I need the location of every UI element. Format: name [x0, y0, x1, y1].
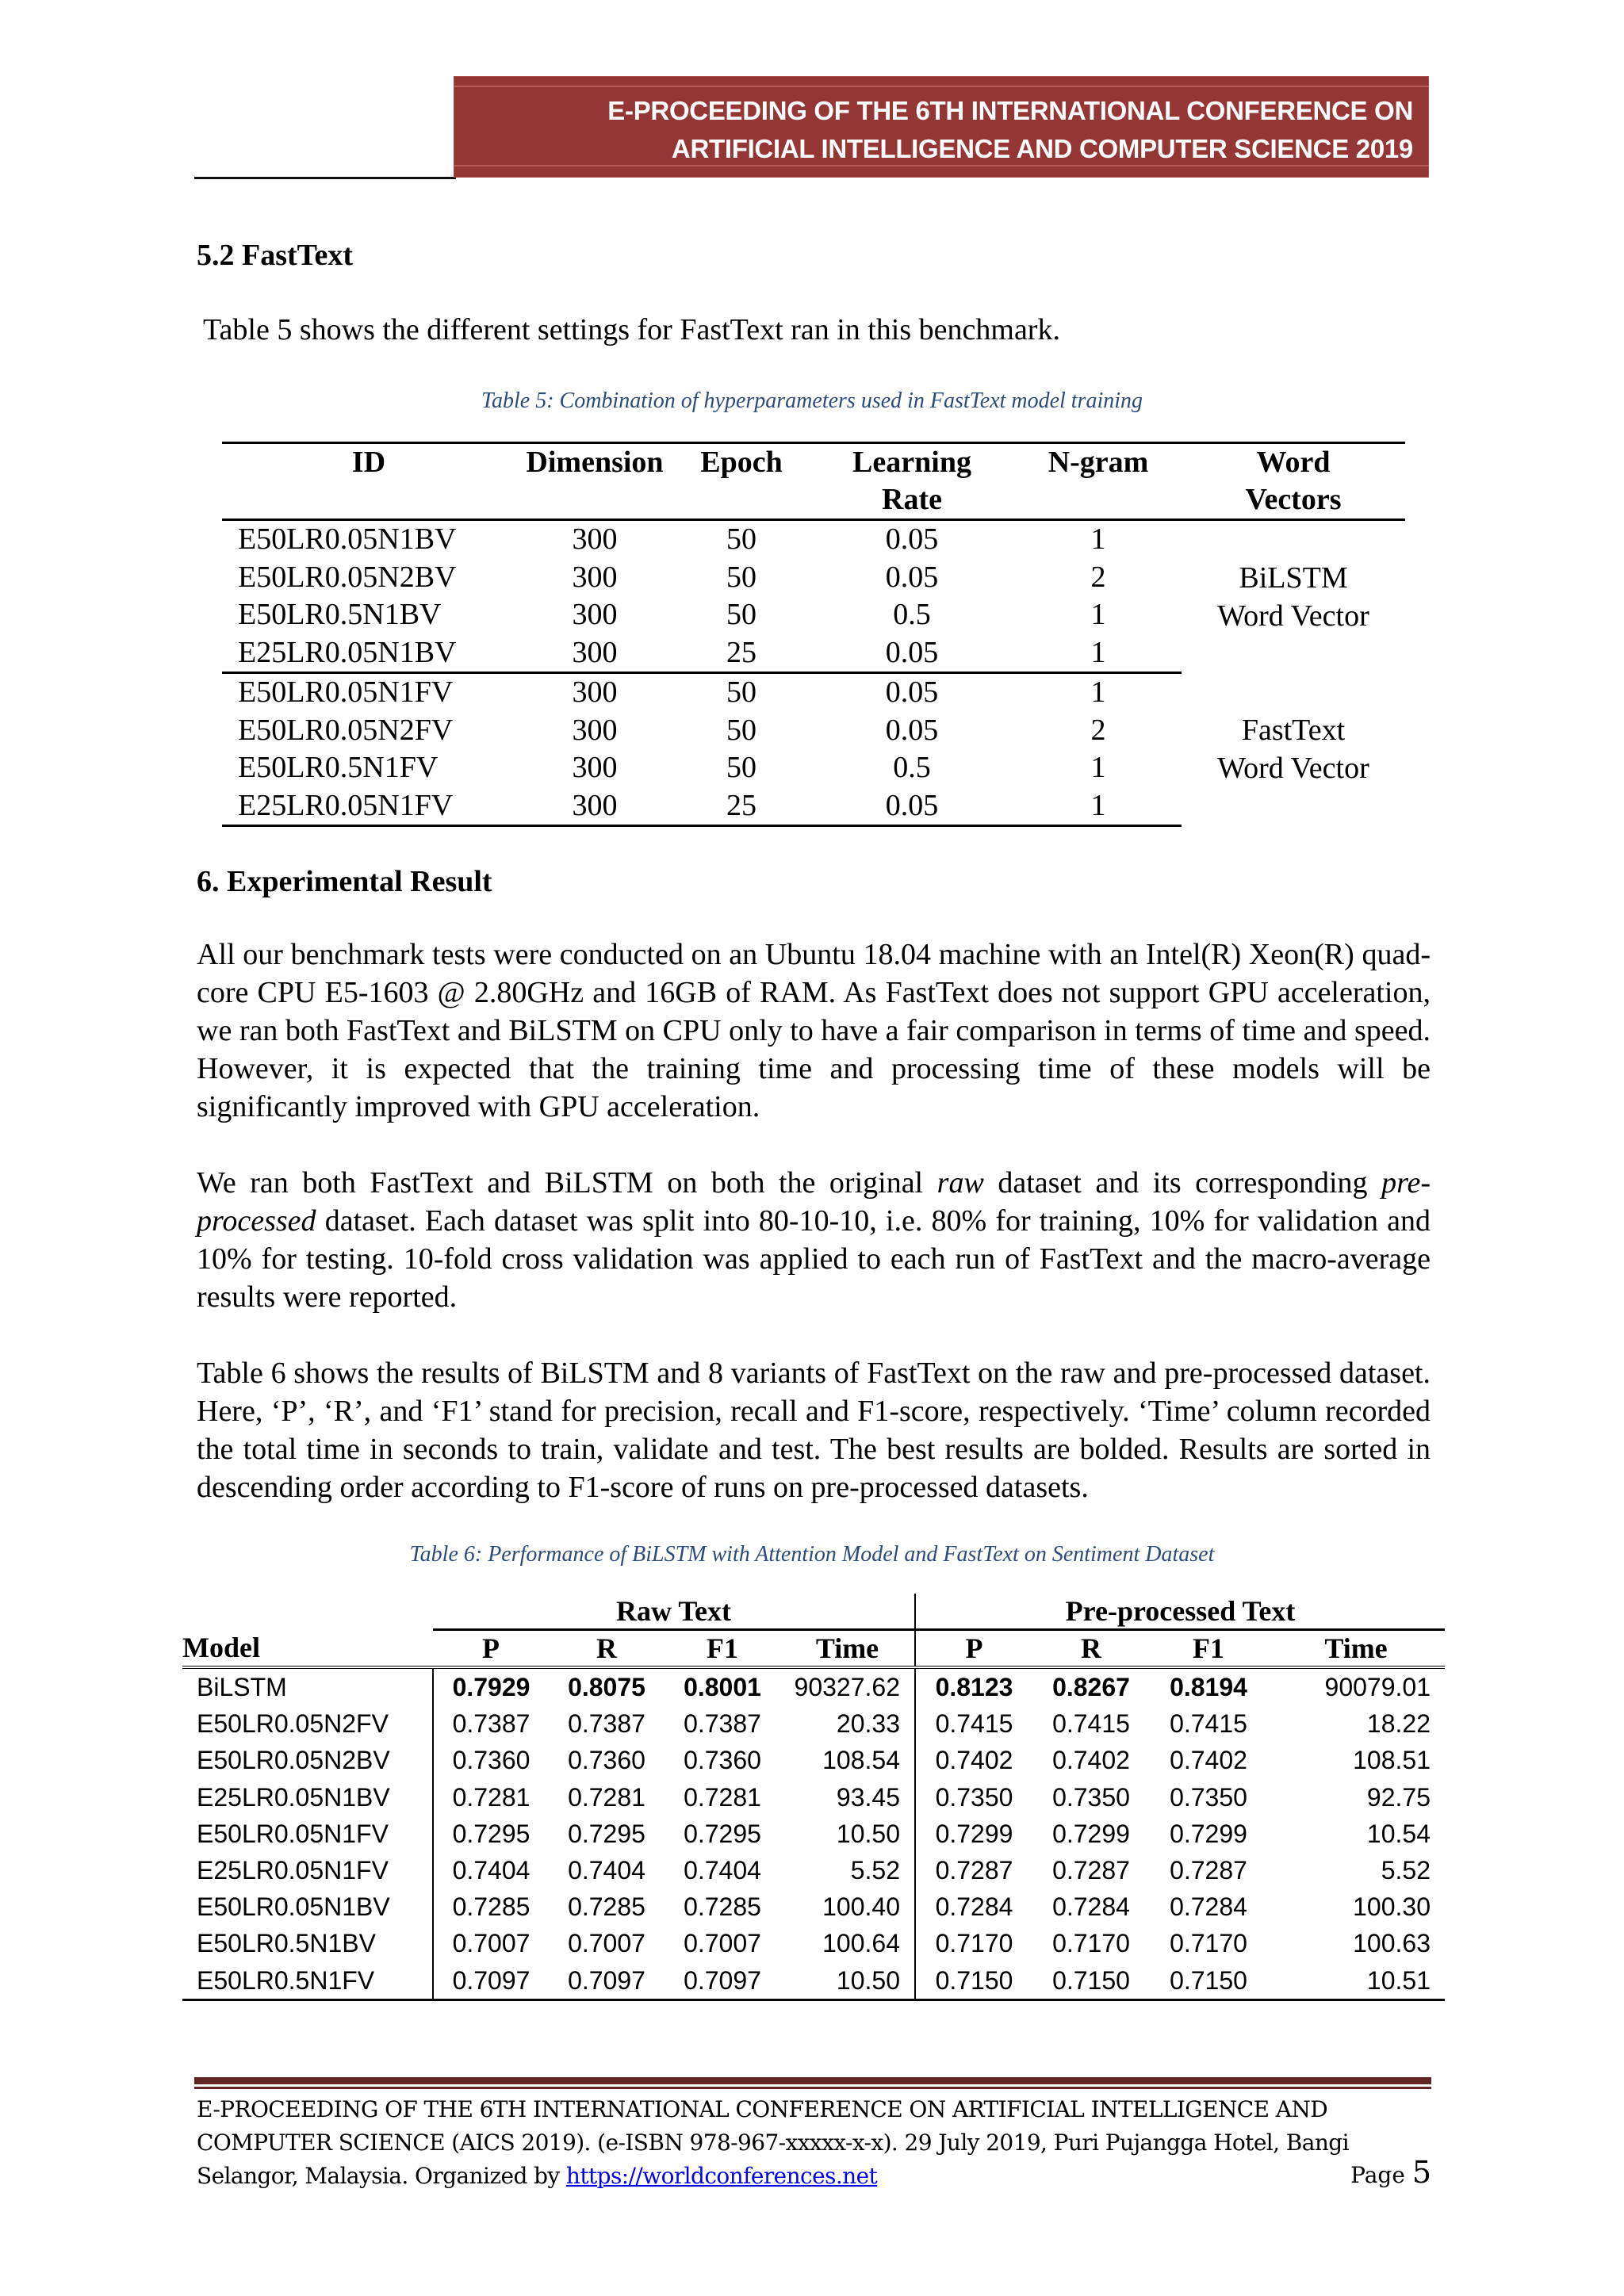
cell-learning-rate: 0.05 — [885, 675, 939, 709]
cell-pre-r: 0.7402 — [1052, 1746, 1130, 1775]
table6-header-raw-time: Time — [780, 1630, 915, 1668]
cell-epoch: 50 — [726, 675, 756, 709]
cell-dimension: 300 — [572, 675, 618, 709]
footer-line3 — [197, 2160, 1434, 2193]
cell-raw-p: 0.7295 — [433, 1816, 549, 1852]
cell-learning-rate: 0.05 — [885, 713, 939, 747]
cell-raw-r: 0.7281 — [568, 1782, 645, 1812]
cell-pre-f1: 0.7284 — [1170, 1892, 1247, 1922]
cell-pre-p: 0.7150 — [915, 1962, 1032, 2000]
table-row — [182, 1925, 1445, 1961]
table5-group-fasttext — [222, 673, 1405, 826]
cell-dimension: 300 — [572, 522, 618, 556]
cell-epoch: 50 — [726, 560, 756, 594]
page-number — [1350, 2155, 1431, 2190]
cell-raw-f1: 0.7404 — [684, 1856, 761, 1885]
cell-raw-time: 93.45 — [836, 1782, 900, 1812]
cell-ngram: 2 — [1090, 713, 1106, 747]
cell-learning-rate: 0.05 — [885, 560, 939, 594]
table5-header-wv-line1: Word — [1256, 446, 1331, 479]
table6-header-model: Model — [182, 1630, 433, 1668]
table5-group-bilstm — [222, 520, 1405, 673]
cell-raw-f1: 0.7007 — [684, 1929, 761, 1958]
cell-dimension: 300 — [572, 751, 618, 784]
cell-pre-p: 0.7287 — [915, 1852, 1032, 1888]
table-row — [182, 1962, 1445, 2000]
cell-epoch: 50 — [726, 522, 756, 556]
cell-raw-r: 0.7404 — [568, 1856, 645, 1885]
cell-id: E50LR0.05N2BV — [238, 560, 457, 594]
cell-model: E25LR0.05N1BV — [197, 1782, 390, 1812]
cell-id: E50LR0.05N2FV — [238, 713, 454, 747]
cell-raw-r: 0.7387 — [568, 1709, 645, 1739]
wv-line2: Word Vector — [1217, 599, 1369, 633]
cell-pre-time: 5.52 — [1381, 1856, 1431, 1885]
footer-rule-thick — [194, 2077, 1431, 2084]
cell-learning-rate: 0.05 — [809, 634, 1015, 673]
table6-header-pre-r: R — [1032, 1630, 1150, 1668]
table6-header-pre-f1: F1 — [1150, 1630, 1267, 1668]
table5-header-epoch: Epoch — [700, 446, 783, 479]
cell-raw-f1: 0.7285 — [684, 1892, 761, 1922]
cell-pre-p: 0.7284 — [915, 1888, 1032, 1925]
cell-raw-f1: 0.7097 — [665, 1962, 780, 2000]
cell-model: E25LR0.05N1FV — [197, 1856, 389, 1885]
table-row — [182, 1779, 1445, 1816]
cell-id: E50LR0.5N1BV — [238, 598, 442, 631]
cell-raw-r: 0.7097 — [549, 1962, 665, 2000]
table-row — [182, 1888, 1445, 1925]
cell-pre-f1: 0.7299 — [1170, 1819, 1247, 1848]
cell-raw-p: 0.7007 — [433, 1925, 549, 1961]
cell-raw-time: 10.50 — [780, 1962, 915, 2000]
cell-raw-p: 0.7097 — [433, 1962, 549, 2000]
cell-raw-p: 0.7285 — [433, 1888, 549, 1925]
cell-model: E50LR0.05N2FV — [197, 1709, 389, 1739]
table6-group-header-row — [182, 1594, 1445, 1630]
cell-model: E50LR0.05N1BV — [197, 1892, 390, 1922]
cell-pre-p: 0.7170 — [915, 1925, 1032, 1961]
table6-header-raw-f1: F1 — [665, 1630, 780, 1668]
table5-header-dimension: Dimension — [526, 446, 664, 479]
cell-learning-rate: 0.5 — [893, 751, 931, 784]
para2-italic-raw: raw — [936, 1166, 984, 1200]
table5-header-row — [222, 443, 1405, 520]
cell-raw-time: 5.52 — [850, 1856, 900, 1885]
cell-epoch: 50 — [726, 713, 756, 747]
section-6-paragraph-2 — [197, 1164, 1431, 1316]
footer-link-worldconferences[interactable]: https://worldconferences.net — [565, 2163, 878, 2189]
cell-epoch: 50 — [726, 751, 756, 784]
cell-raw-f1: 0.7360 — [684, 1746, 761, 1775]
cell-id: E25LR0.05N1BV — [222, 634, 515, 673]
cell-raw-time: 20.33 — [836, 1709, 900, 1739]
cell-pre-r: 0.7415 — [1052, 1709, 1130, 1739]
cell-dimension: 300 — [572, 713, 618, 747]
cell-pre-time: 100.30 — [1353, 1892, 1431, 1922]
table6-column-header-row — [182, 1630, 1445, 1668]
cell-pre-f1: 0.7415 — [1170, 1709, 1247, 1739]
cell-raw-r: 0.7295 — [568, 1819, 645, 1848]
table-row — [222, 520, 1405, 559]
cell-raw-r: 0.7007 — [568, 1929, 645, 1958]
cell-ngram: 1 — [1090, 675, 1106, 709]
wv-line2: Word Vector — [1217, 752, 1369, 785]
cell-ngram: 1 — [1090, 522, 1106, 556]
cell-learning-rate: 0.05 — [809, 787, 1015, 826]
cell-pre-f1: 0.7170 — [1170, 1929, 1247, 1958]
cell-pre-time: 10.51 — [1267, 1962, 1445, 2000]
cell-word-vectors — [1182, 520, 1405, 673]
table5-header-word-vectors — [1182, 443, 1405, 520]
para2-text-b: dataset and its corresponding — [983, 1166, 1382, 1200]
cell-id: E50LR0.5N1FV — [238, 751, 439, 784]
cell-model: E50LR0.5N1FV — [182, 1962, 433, 2000]
cell-raw-time: 108.54 — [822, 1746, 900, 1775]
cell-pre-p: 0.7402 — [915, 1742, 1032, 1778]
table-row — [182, 1852, 1445, 1888]
cell-pre-r: 0.8267 — [1052, 1673, 1130, 1701]
table-row — [182, 1705, 1445, 1742]
cell-raw-f1: 0.7281 — [684, 1782, 761, 1812]
cell-word-vectors — [1182, 673, 1405, 826]
cell-epoch: 50 — [726, 598, 756, 631]
cell-pre-f1: 0.8194 — [1170, 1673, 1247, 1701]
table5-header-wv-line2: Vectors — [1245, 483, 1342, 516]
section-heading-experimental-result: 6. Experimental Result — [197, 865, 492, 898]
footer-line2: COMPUTER SCIENCE (AICS 2019). (e-ISBN 978-967-xxxxx-x-x). 29 July 2019, Puri Pujangga Hotel, Bangi — [197, 2130, 1349, 2156]
cell-raw-f1: 0.7387 — [684, 1709, 761, 1739]
footer-rule-thin — [194, 2087, 1431, 2089]
cell-pre-p: 0.8123 — [915, 1667, 1032, 1705]
cell-raw-time: 90327.62 — [794, 1673, 900, 1701]
cell-id: E50LR0.05N1FV — [238, 675, 454, 709]
wv-line1: BiLSTM — [1239, 561, 1348, 595]
cell-ngram: 1 — [1015, 634, 1182, 673]
cell-id: E25LR0.05N1FV — [222, 787, 515, 826]
cell-pre-r: 0.7299 — [1052, 1819, 1130, 1848]
cell-raw-time: 100.64 — [822, 1929, 900, 1958]
cell-dimension: 300 — [515, 634, 674, 673]
cell-raw-r: 0.7360 — [568, 1746, 645, 1775]
section-52-intro: Table 5 shows the different settings for FastText ran in this benchmark. — [203, 313, 1060, 346]
cell-pre-time: 100.63 — [1353, 1929, 1431, 1958]
cell-pre-time: 18.22 — [1366, 1709, 1431, 1739]
para2-text-c: dataset. Each dataset was split into 80-10-10, i.e. 80% for training, 10% for validation and 10% for testing. 10-fold cross validation was applied to each run of FastText and the macro-average results were reported. — [197, 1204, 1431, 1314]
header-title-line1: E-PROCEEDING OF THE 6TH INTERNATIONAL CONFERENCE ON — [607, 96, 1413, 125]
cell-ngram: 2 — [1090, 560, 1106, 594]
header-title — [607, 92, 1413, 168]
banner-inner-rule-top — [454, 86, 1429, 87]
cell-pre-r: 0.7150 — [1032, 1962, 1150, 2000]
para2-italic-preprocessed: pre-processed — [197, 1166, 1431, 1238]
cell-pre-r: 0.7170 — [1052, 1929, 1130, 1958]
cell-pre-f1: 0.7150 — [1150, 1962, 1267, 2000]
cell-id: E50LR0.05N1BV — [238, 522, 457, 556]
wv-line1: FastText — [1241, 714, 1346, 747]
table5-caption: Table 5: Combination of hyperparameters used in FastText model training — [481, 388, 1143, 413]
cell-ngram: 1 — [1015, 787, 1182, 826]
header-banner — [454, 76, 1429, 178]
page-label: Page — [1350, 2162, 1405, 2188]
cell-pre-r: 0.7350 — [1052, 1782, 1130, 1812]
table6-group-empty — [182, 1594, 433, 1630]
cell-raw-p: 0.7281 — [433, 1779, 549, 1816]
table6-header-pre-p: P — [915, 1630, 1032, 1668]
table5-hyperparameters — [222, 442, 1405, 827]
table6-caption: Table 6: Performance of BiLSTM with Attention Model and FastText on Sentiment Dataset — [409, 1542, 1215, 1567]
cell-dimension: 300 — [572, 598, 618, 631]
cell-epoch: 25 — [674, 634, 809, 673]
cell-dimension: 300 — [515, 787, 674, 826]
cell-learning-rate: 0.05 — [885, 522, 939, 556]
section-6-paragraph-3: Table 6 shows the results of BiLSTM and 8 variants of FastText on the raw and pre-processed dataset. Here, ‘P’, ‘R’, and ‘F1’ stand for precision, recall and F1-score, respectively. ‘Time’ column recorded the total time in seconds to train, validate and test. The best results are bolded. Results are sorted in descending order according to F1-score of runs on pre-processed datasets. — [197, 1357, 1431, 1504]
section-6-paragraph-1: All our benchmark tests were conducted on an Ubuntu 18.04 machine with an Intel(R) Xeon(R) quad-core CPU E5-1603 @ 2.80GHz and 16GB of RAM. As FastText does not support GPU acceleration, we ran both FastText and BiLSTM on CPU only to have a fair comparison in terms of time and speed. However, it is expected that the training time and processing time of these models will be significantly improved with GPU acceleration. — [197, 938, 1431, 1123]
table6-performance — [182, 1594, 1445, 2001]
cell-pre-r: 0.7287 — [1052, 1856, 1130, 1885]
cell-raw-p: 0.7360 — [433, 1742, 549, 1778]
cell-model: E50LR0.05N1FV — [197, 1819, 389, 1848]
table5-header-ngram: N-gram — [1048, 446, 1149, 479]
cell-raw-r: 0.7285 — [568, 1892, 645, 1922]
table-row — [182, 1742, 1445, 1778]
cell-raw-p: 0.7387 — [433, 1705, 549, 1742]
table-row — [222, 673, 1405, 712]
para2-text-a: We ran both FastText and BiLSTM on both the original — [197, 1166, 937, 1200]
table6-header-pre-time: Time — [1267, 1630, 1445, 1668]
table5-header-learning-rate — [809, 443, 1015, 520]
cell-raw-p: 0.7929 — [433, 1667, 549, 1705]
table5-header-lr-line1: Learning — [852, 446, 971, 479]
table5-header-lr-line2: Rate — [882, 483, 942, 516]
cell-pre-r: 0.7284 — [1052, 1892, 1130, 1922]
cell-raw-time: 100.40 — [822, 1892, 900, 1922]
cell-pre-f1: 0.7287 — [1170, 1856, 1247, 1885]
table-row — [182, 1667, 1445, 1705]
table6-header-raw-r: R — [549, 1630, 665, 1668]
table6-group-preprocessed: Pre-processed Text — [915, 1594, 1445, 1630]
footer-citation — [197, 2093, 1434, 2193]
cell-pre-time: 92.75 — [1366, 1782, 1431, 1812]
cell-pre-time: 90079.01 — [1324, 1673, 1431, 1701]
cell-pre-f1: 0.7350 — [1170, 1782, 1247, 1812]
footer-organized-by: Selangor, Malaysia. Organized by — [197, 2163, 566, 2189]
cell-raw-f1: 0.7295 — [684, 1819, 761, 1848]
cell-dimension: 300 — [572, 560, 618, 594]
table5-header-id: ID — [351, 446, 386, 479]
table6-body — [182, 1667, 1445, 1999]
cell-pre-time: 10.54 — [1366, 1819, 1431, 1848]
page-number-value: 5 — [1411, 2155, 1431, 2190]
cell-raw-time: 10.50 — [836, 1819, 900, 1848]
cell-ngram: 1 — [1090, 598, 1106, 631]
cell-pre-p: 0.7415 — [915, 1705, 1032, 1742]
cell-epoch: 25 — [674, 787, 809, 826]
cell-learning-rate: 0.5 — [893, 598, 931, 631]
cell-raw-r: 0.8075 — [568, 1673, 645, 1701]
table6-header-raw-p: P — [433, 1630, 549, 1668]
header-rule — [194, 177, 456, 179]
table6-group-raw: Raw Text — [433, 1594, 915, 1630]
cell-pre-time: 108.51 — [1353, 1746, 1431, 1775]
cell-model: E50LR0.5N1BV — [197, 1929, 376, 1958]
cell-ngram: 1 — [1090, 751, 1106, 784]
cell-raw-p: 0.7404 — [433, 1852, 549, 1888]
table-row — [182, 1816, 1445, 1852]
footer-line1: E-PROCEEDING OF THE 6TH INTERNATIONAL CONFERENCE ON ARTIFICIAL INTELLIGENCE AND — [197, 2096, 1328, 2122]
cell-pre-p: 0.7350 — [915, 1779, 1032, 1816]
cell-pre-f1: 0.7402 — [1170, 1746, 1247, 1775]
cell-model: BiLSTM — [197, 1673, 287, 1701]
section-heading-fasttext: 5.2 FastText — [197, 239, 354, 272]
cell-pre-p: 0.7299 — [915, 1816, 1032, 1852]
header-title-line2: ARTIFICIAL INTELLIGENCE AND COMPUTER SCIENCE 2019 — [671, 134, 1413, 163]
cell-model: E50LR0.05N2BV — [197, 1746, 390, 1775]
cell-raw-f1: 0.8001 — [684, 1673, 761, 1701]
